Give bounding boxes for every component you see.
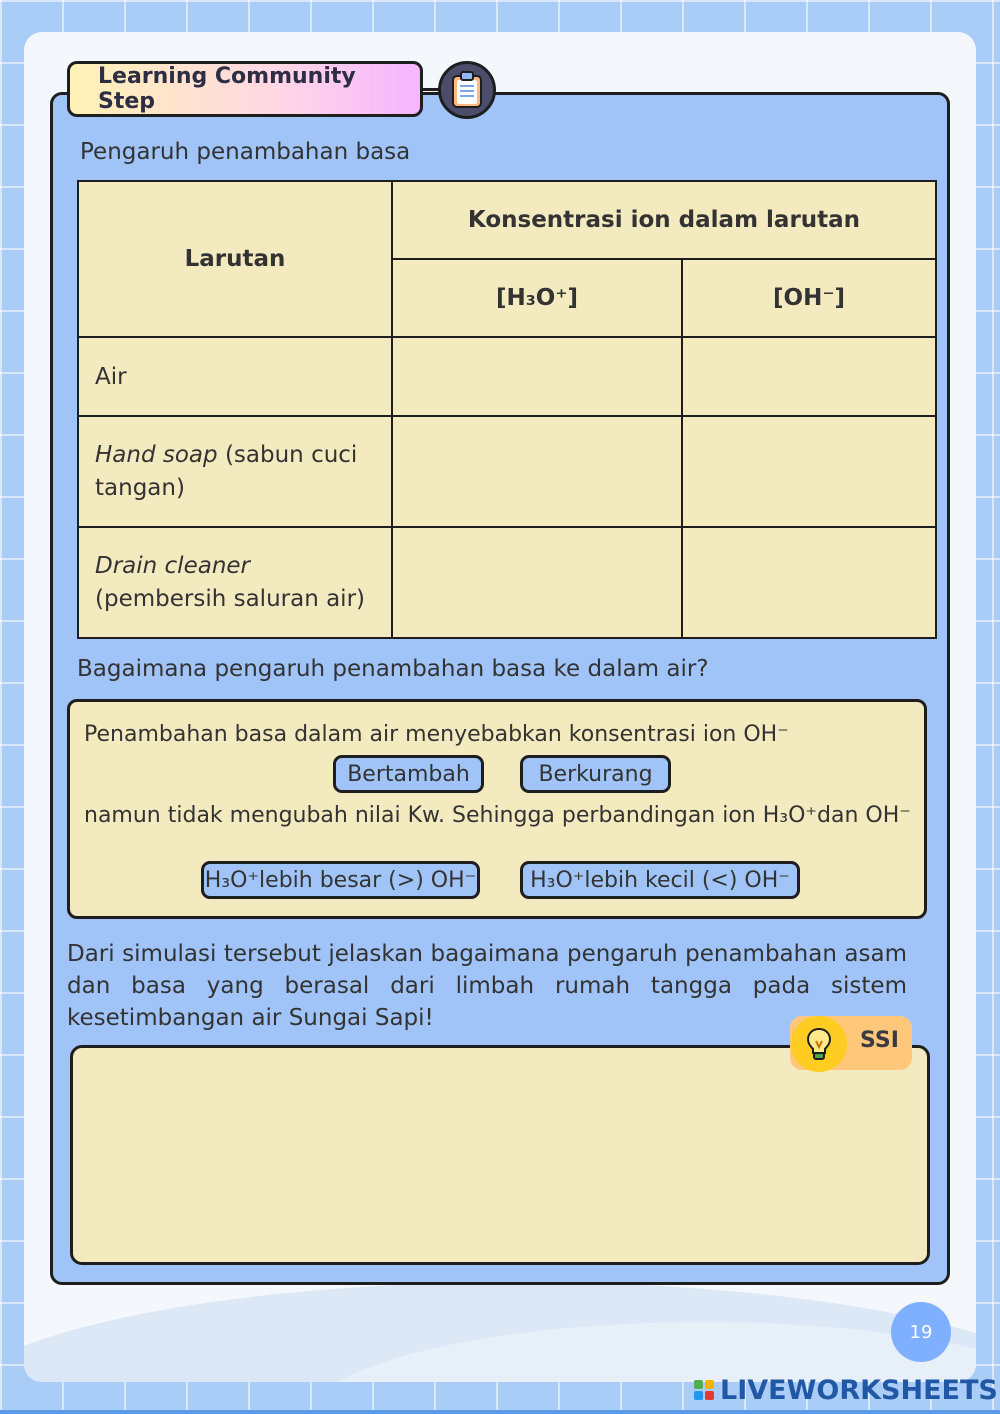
h3o-answer-cell[interactable] (392, 337, 682, 416)
table-row (78, 527, 936, 638)
oh-answer-cell[interactable] (682, 527, 936, 638)
ssi-label: SSI (860, 1028, 899, 1053)
lightbulb-icon (791, 1016, 847, 1072)
table-title: Pengaruh penambahan basa (80, 139, 411, 165)
clipboard-icon (438, 61, 496, 119)
answer-line-1: Penambahan basa dalam air menyebabkan konsentrasi ion OH⁻ (84, 722, 789, 747)
liveworksheets-logo (694, 1380, 714, 1400)
h3o-answer-cell[interactable] (392, 527, 682, 638)
oh-answer-cell[interactable] (682, 337, 936, 416)
option-bertambah[interactable]: Bertambah (333, 755, 484, 793)
essay-answer-box[interactable] (70, 1045, 930, 1265)
solution-name: Hand soap (sabun cuci tangan) (78, 416, 392, 527)
column-group-header: Konsentrasi ion dalam larutan (392, 181, 936, 259)
essay-prompt: Dari simulasi tersebut jelaskan bagaimana pengaruh penambahan asam dan basa yang berasal dari limbah rumah tangga pada sistem kesetimbangan air Sungai Sapi! (67, 941, 907, 1031)
table-row (78, 337, 936, 416)
page-number: 19 (891, 1302, 951, 1362)
oh-answer-cell[interactable] (682, 416, 936, 527)
option-lebih-kecil[interactable]: H₃O⁺lebih kecil (<) OH⁻ (520, 861, 800, 899)
column-header-larutan: Larutan (78, 181, 392, 337)
answer-line-2: namun tidak mengubah nilai Kw. Sehingga perbandingan ion H₃O⁺dan OH⁻ (84, 803, 911, 828)
liveworksheets-brand (694, 1373, 998, 1407)
option-berkurang[interactable]: Berkurang (520, 755, 671, 793)
column-header-oh: [OH⁻] (682, 259, 936, 337)
option-lebih-besar[interactable]: H₃O⁺lebih besar (>) OH⁻ (201, 861, 480, 899)
question-text: Bagaimana pengaruh penambahan basa ke dalam air? (77, 656, 709, 682)
solution-name: Air (78, 337, 392, 416)
solution-name: Drain cleaner (pembersih saluran air) (78, 527, 392, 638)
footer-bar (0, 1410, 1000, 1414)
h3o-answer-cell[interactable] (392, 416, 682, 527)
brand-name: LIVEWORKSHEETS (720, 1374, 998, 1406)
table-row (78, 416, 936, 527)
step-label: Learning Community Step (67, 61, 423, 117)
ion-concentration-table (77, 180, 937, 639)
column-header-h3o: [H₃O⁺] (392, 259, 682, 337)
